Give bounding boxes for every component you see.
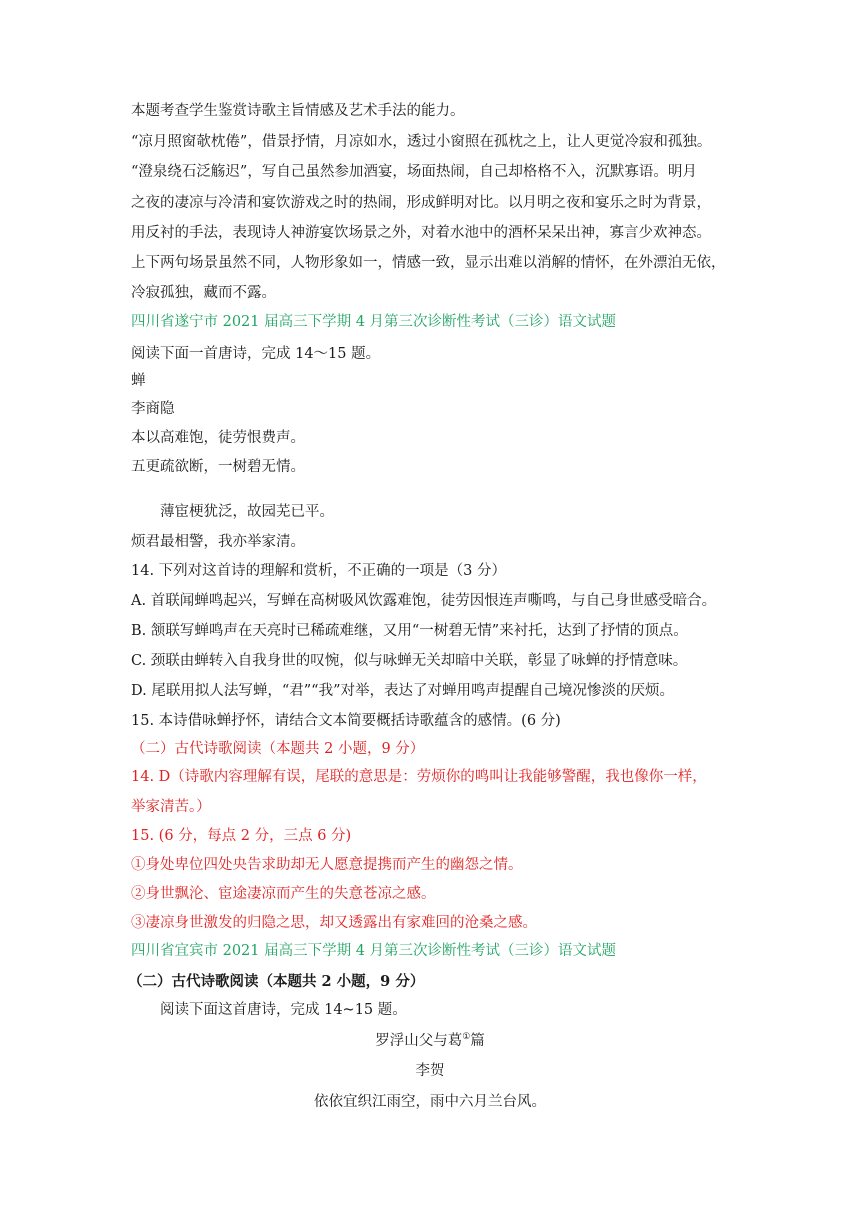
analysis-line-6: 上下两句场景虽然不同，人物形象如一，情感一致，显示出难以消解的情怀，在外漂泊无依， [131, 255, 726, 271]
poem-line-2: 五更疏欲断，一树碧无情。 [131, 459, 305, 475]
analysis-line-1: 本题考查学生鉴赏诗歌主旨情感及艺术手法的能力。 [131, 103, 465, 119]
question-14: 14. 下列对这首诗的理解和赏析，不正确的一项是（3 分） [131, 563, 507, 579]
poem-title-luofu [0, 1031, 860, 1051]
poem-line-1: 本以高难饱，徒劳恨费声。 [131, 430, 305, 446]
answer-14-line-1: 14. D（诗歌内容理解有误，尾联的意思是：劳烦你的鸣叫让我能够警醒，我也像你一样， [131, 769, 707, 785]
option-c: C. 颈联由蝉转入自我身世的叹惋，似与咏蝉无关却暗中关联，彰显了咏蝉的抒情意味。 [131, 653, 688, 669]
answer-15-point-1: ①身处卑位四处央告求助却无人愿意提携而产生的幽怨之情。 [131, 857, 523, 873]
option-a: A. 首联闻蝉鸣起兴，写蝉在高树吸风饮露难饱，徒劳因恨连声嘶鸣，与自己身世感受暗合。 [131, 593, 717, 609]
poem-author-li-shangyin: 李商隐 [131, 401, 175, 417]
poem-title-text: 罗浮山父与葛 [375, 1033, 463, 1049]
footnote-marker: ① [462, 1032, 471, 1043]
analysis-line-3: “澄泉绕石泛觞迟”，写自己虽然参加酒宴，场面热闹，自己却格格不入，沉默寡语。明月 [131, 164, 697, 180]
reading-instruction-2: 阅读下面这首唐诗，完成 14~15 题。 [160, 1002, 407, 1018]
analysis-line-5: 用反衬的手法，表现诗人神游宴饮场景之外，对着水池中的酒杯呆呆出神，寡言少欢神态。 [131, 225, 711, 241]
poem-line-3: 薄宦梗犹泛，故园芜已平。 [160, 504, 334, 520]
exam-source-yibin: 四川省宜宾市 2021 届高三下学期 4 月第三次诊断性考试（三诊）语文试题 [131, 943, 617, 959]
answer-14-line-2: 举家清苦。） [131, 799, 211, 815]
option-d: D. 尾联用拟人法写蝉，“君”“我”对举，表达了对蝉用鸣声提醒自己境况惨淡的厌烦。 [131, 683, 674, 699]
answer-15-point-2: ②身世飘沦、宦途凄凉而产生的失意苍凉之感。 [131, 886, 436, 902]
reading-instruction-1: 阅读下面一首唐诗，完成 14～15 题。 [131, 346, 381, 362]
answer-section-heading: （二）古代诗歌阅读（本题共 2 小题，9 分） [131, 741, 425, 757]
answer-15-heading: 15. (6 分，每点 2 分，三点 6 分) [131, 828, 352, 844]
poem-author-li-he: 李贺 [415, 1063, 445, 1079]
poem-line-4: 烦君最相警，我亦举家清。 [131, 534, 305, 550]
option-b: B. 颔联写蝉鸣声在天亮时已稀疏难继，又用“一树碧无情”来衬托，达到了抒情的顶点。 [131, 623, 688, 639]
poem-title-suffix: 篇 [470, 1033, 485, 1049]
analysis-line-4: 之夜的凄凉与冷清和宴饮游戏之时的热闹，形成鲜明对比。以月明之夜和宴乐之时为背景， [131, 195, 711, 211]
section-heading-poetry: （二）古代诗歌阅读（本题共 2 小题，9 分） [128, 973, 425, 990]
exam-source-suining: 四川省遂宁市 2021 届高三下学期 4 月第三次诊断性考试（三诊）语文试题 [131, 314, 617, 330]
question-15: 15. 本诗借咏蝉抒怀，请结合文本简要概括诗歌蕴含的感情。(6 分) [131, 713, 561, 729]
analysis-line-7: 冷寂孤独，藏而不露。 [131, 285, 276, 301]
poem-line-luofu-1: 依依宜织江雨空，雨中六月兰台风。 [314, 1094, 546, 1110]
poem-title-cicada: 蝉 [131, 373, 146, 389]
answer-15-point-3: ③凄凉身世激发的归隐之思，却又透露出有家难回的沧桑之感。 [131, 915, 537, 931]
analysis-line-2: “凉月照窗欹枕倦”，借景抒情，月凉如水，透过小窗照在孤枕之上，让人更觉冷寂和孤独。 [131, 134, 712, 150]
